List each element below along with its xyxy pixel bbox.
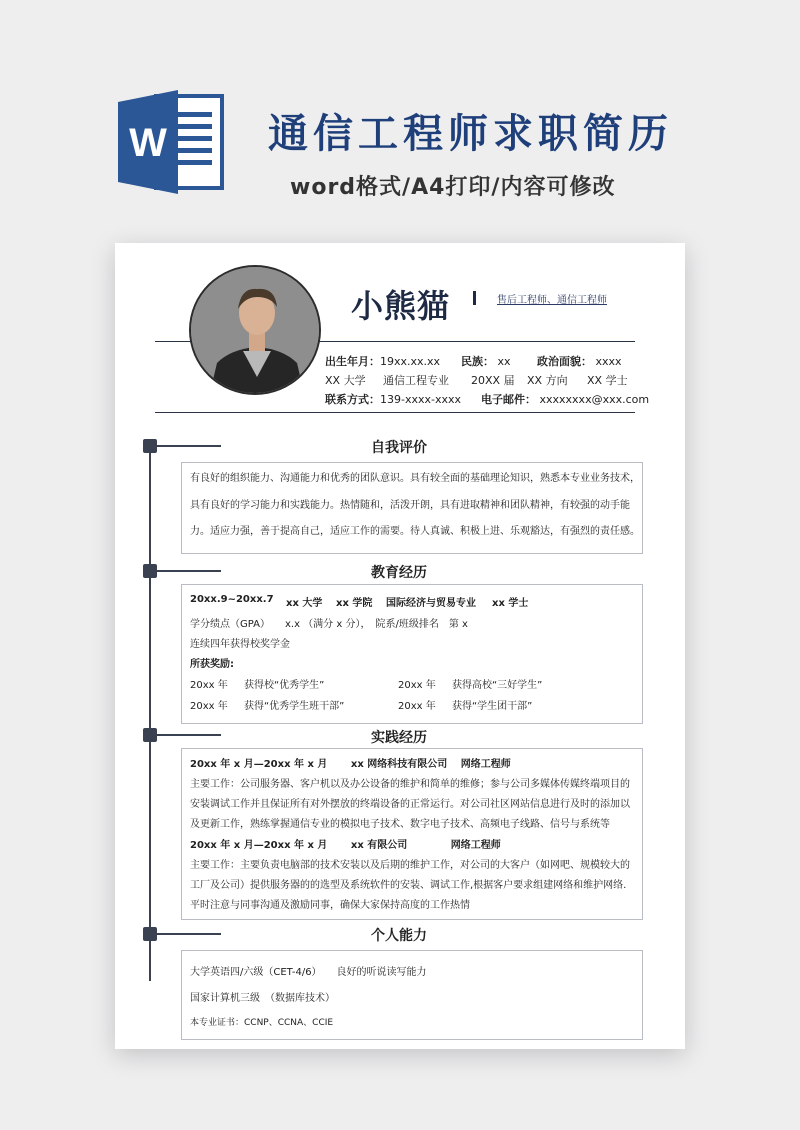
self-eval-line: 具有良好的学习能力和实践能力。热情随和，活泼开朗，具有进取精神和团队精神，有较强的动手能	[190, 499, 630, 511]
award-row: 20xx 年 获得校“优秀学生” 20xx 年 获得高校“三好学生”	[190, 680, 543, 691]
political-value: xxxx	[595, 355, 622, 368]
self-eval-line: 有良好的组织能力、沟通能力和优秀的团队意识。具有较全面的基础理论知识，熟悉本专业业务技术，	[190, 473, 640, 484]
contact	[325, 391, 461, 407]
header-bottom-rule	[155, 412, 635, 413]
word-icon-letter: W	[129, 121, 167, 165]
graduation-year: 20XX 届	[471, 374, 515, 387]
name-divider	[473, 291, 476, 305]
email	[481, 391, 649, 407]
banner-subtitle: word格式/A4打印/内容可修改	[290, 175, 616, 200]
section-title-education: 教育经历	[371, 565, 427, 581]
job1-line: 主要工作：公司服务器、客户机以及办公设备的维护和简单的维修；参与公司多媒体传媒终端项目的	[190, 779, 630, 790]
banner-title: 通信工程师求职简历	[268, 111, 673, 157]
resume-page	[115, 243, 685, 1049]
gpa-line: 学分绩点（GPA） x.x （满分 x 分）， 院系/班级排名 第 x	[190, 619, 468, 630]
university: XX 大学	[325, 374, 366, 387]
section-title-self-eval: 自我评价	[371, 440, 427, 456]
timeline-connector	[155, 933, 221, 935]
job2-header: 20xx 年 x 月—20xx 年 x 月 xx 有限公司 网络工程师	[190, 840, 501, 851]
candidate-name: 小熊猫	[351, 287, 451, 325]
awards-title: 所获奖励:	[190, 659, 234, 670]
profile-photo	[189, 265, 321, 395]
education-header-row	[190, 594, 634, 615]
timeline-connector	[155, 734, 221, 736]
edu-period: 20xx.9~20xx.7	[190, 594, 274, 605]
edu-college: xx 学院	[336, 598, 373, 609]
person-silhouette-icon	[191, 267, 321, 395]
scholarship-line: 连续四年获得校奖学金	[190, 639, 290, 650]
political-status	[537, 353, 622, 369]
ethnicity-value: xx	[497, 355, 511, 368]
degree: XX 学士	[587, 374, 628, 387]
timeline-connector	[155, 445, 221, 447]
job1-line: 安装调试工作并且保证所有对外摆放的终端设备的正常运行。对公司社区网站信息进行及时的添加以	[190, 799, 630, 810]
self-eval-box	[181, 462, 643, 554]
self-eval-line: 力。适应力强，善于提高自己，适应工作的需要。待人真诚、积极上进、乐观豁达，有强烈的责任感。	[190, 526, 640, 537]
political-label: 政治面貌：	[537, 355, 592, 368]
birth-label: 出生年月：	[325, 355, 380, 368]
education-box	[181, 584, 643, 724]
section-title-ability: 个人能力	[371, 928, 427, 944]
contact-label: 联系方式：	[325, 393, 380, 406]
job2-line: 工厂及公司）提供服务器的的选型及系统软件的安装、调试工作,根据客户要求组建网络和维护网络.	[190, 880, 627, 891]
section-title-practice: 实践经历	[371, 730, 427, 746]
practice-box	[181, 748, 643, 920]
word-document-icon	[118, 86, 228, 198]
email-value: xxxxxxxx@xxx.com	[539, 393, 650, 406]
info-row-2	[325, 372, 366, 388]
major: 通信工程专业	[383, 374, 449, 387]
job1-header: 20xx 年 x 月—20xx 年 x 月 xx 网络科技有限公司 网络工程师	[190, 759, 511, 770]
edu-major: 国际经济与贸易专业	[386, 598, 476, 609]
direction: XX 方向	[527, 374, 568, 387]
award-row: 20xx 年 获得“优秀学生班干部” 20xx 年 获得“学生团干部”	[190, 701, 533, 712]
ethnicity	[461, 353, 511, 369]
ethnicity-label: 民族：	[461, 355, 494, 368]
job2-line: 平时注意与同事沟通及激励同事，确保大家保持高度的工作热情	[190, 900, 470, 911]
timeline-line	[149, 446, 151, 981]
contact-value: 139-xxxx-xxxx	[380, 393, 462, 406]
email-label: 电子邮件：	[481, 393, 536, 406]
edu-degree: xx 学士	[492, 598, 529, 609]
job2-line: 主要工作：主要负责电脑部的技术安装以及后期的维护工作，对公司的大客户（如网吧、规模较大的	[190, 860, 630, 871]
ability-line: 国家计算机三级 （数据库技术）	[190, 993, 335, 1004]
info-row-1	[325, 353, 440, 369]
job-target[interactable]: 售后工程师、通信工程师	[497, 295, 607, 306]
timeline-connector	[155, 570, 221, 572]
edu-school: xx 大学	[286, 598, 323, 609]
job1-line: 及更新工作，熟练掌握通信专业的模拟电子技术、数字电子技术、高频电子线路、信号与系统等	[190, 819, 610, 830]
birth-value: 19xx.xx.xx	[380, 355, 441, 368]
ability-box	[181, 950, 643, 1040]
ability-line: 大学英语四/六级（CET-4/6） 良好的听说读写能力	[190, 967, 427, 978]
ability-line: 本专业证书：CCNP、CCNA、CCIE	[190, 1018, 334, 1028]
